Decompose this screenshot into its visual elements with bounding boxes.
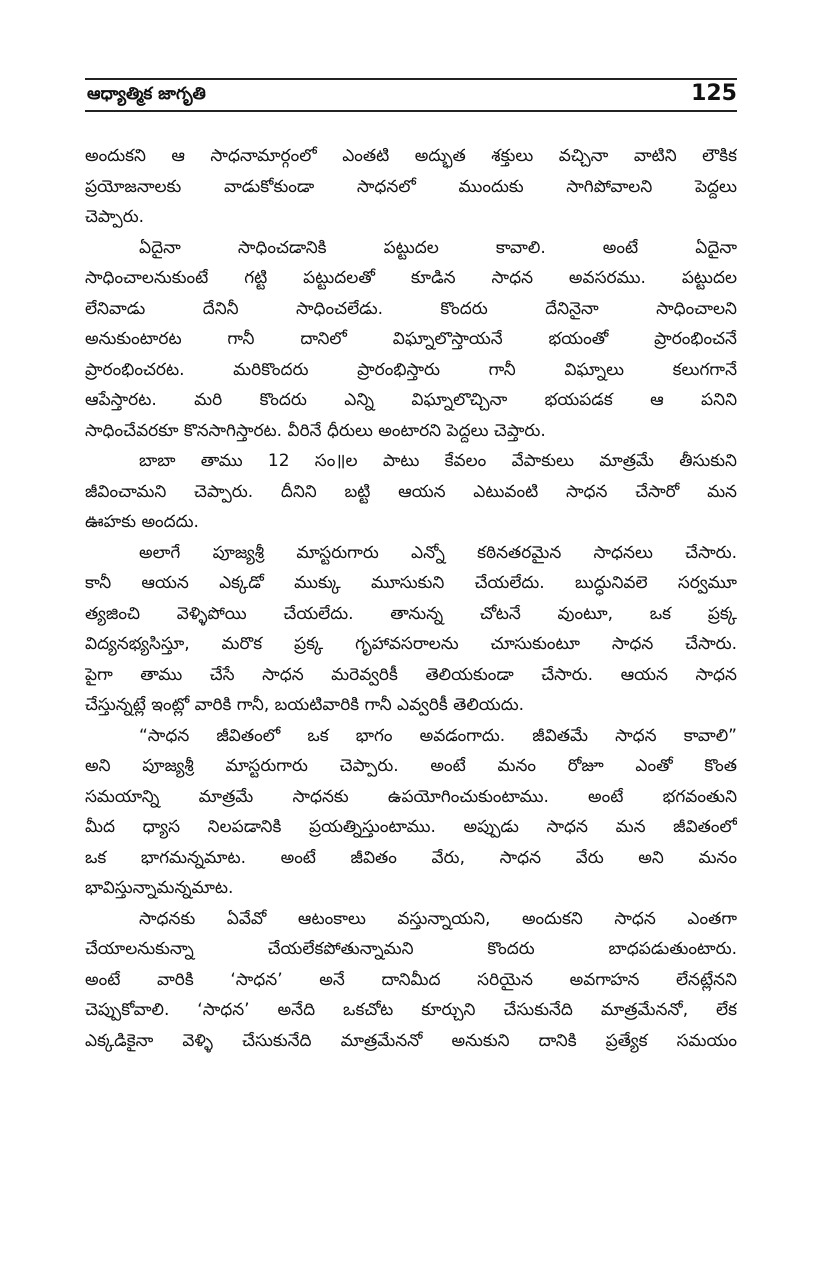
text-line: ఊహకు అందదు. <box>85 512 199 532</box>
text-line: చేస్తున్నట్లే ఇంట్లో వారికి గానీ, బయటివారికి గానీ ఎవ్వరికీ తెలియదు. <box>85 695 525 715</box>
text-line: భావిస్తున్నామన్నమాట. <box>85 878 234 898</box>
page-header <box>85 78 737 112</box>
text-line: మీద ధ్యాస నిలపడానికి ప్రయత్నిస్తుంటాము. అప్పుడు సాధన మన జీవితంలో <box>85 817 737 837</box>
running-title: ఆధ్యాత్మిక జాగృతి <box>87 84 206 104</box>
text-line: అలాగే పూజ్యశ్రీ మాస్టరుగారు ఎన్నో కఠినతరమైన సాధనలు చేసారు. <box>139 542 737 563</box>
page-number: 125 <box>691 81 737 106</box>
text-line: సాధించేవరకూ కొనసాగిస్తారట. వీరినే ధీరులు అంటారని పెద్దలు చెప్తారు. <box>85 420 546 441</box>
text-line: ఒక భాగమన్నమాట. అంటే జీవితం వేరు, సాధన వేరు అని మనం <box>85 847 737 868</box>
text-line: ఏదైనా సాధించడానికి పట్టుదల కావాలి. అంటే ఏదైనా <box>139 237 737 258</box>
text-line: విద్యనభ్యసిస్తూ, మరొక ప్రక్క గృహావసరాలను చూసుకుంటూ సాధన చేసారు. <box>85 634 737 654</box>
text-line: ఎక్కడికైనా వెళ్ళి చేసుకునేది మాత్రమేననో అనుకుని దానికి ప్రత్యేక సమయం <box>85 1030 737 1051</box>
text-line: అనుకుంటారట గానీ దానిలో విఘ్నాలొస్తాయనే భయంతో ప్రారంభించనే <box>85 329 737 349</box>
text-line: అని పూజ్యశ్రీ మాస్టరుగారు చెప్పారు. అంటే మనం రోజూ ఎంతో కొంత <box>85 756 737 776</box>
text-line: సాధించాలనుకుంటే గట్టి పట్టుదలతో కూడిన సాధన అవసరము. పట్టుదల <box>85 268 737 288</box>
text-line: అందుకని ఆ సాధనామార్గంలో ఎంతటి అద్భుత శక్తులు వచ్చినా వాటిని లౌకిక <box>85 146 737 166</box>
text-line: చెప్పారు. <box>85 207 145 227</box>
text-line: సాధనకు ఏవేవో ఆటంకాలు వస్తున్నాయని, అందుకని సాధన ఎంతగా <box>139 908 737 929</box>
text-line: జీవించామని చెప్పారు. దీనిని బట్టి ఆయన ఎటువంటి సాధన చేసారో మన <box>85 481 737 502</box>
text-line: కానీ ఆయన ఎక్కడో ముక్కు మూసుకుని చేయలేదు. బుద్ధునివలె సర్వమూ <box>85 573 737 593</box>
text-line: చెప్పుకోవాలి. ‘సాధన’ అనేది ఒకచోట కూర్చుని చేసుకునేది మాత్రమేననో, లేక <box>85 1000 737 1020</box>
text-line: ప్రారంభించరట. మరికొందరు ప్రారంభిస్తారు గానీ విఘ్నాలు కలుగగానే <box>85 359 737 380</box>
text-line: పైగా తాము చేసే సాధన మరెవ్వరికీ తెలియకుండా చేసారు. ఆయన సాధన <box>85 664 737 685</box>
text-line: అంటే వారికి ‘సాధన’ అనే దానిమీద సరియైన అవగాహన లేనట్లేనని <box>85 969 737 990</box>
text-line: లేనివాడు దేనినీ సాధించలేడు. కొందరు దేనినైనా సాధించాలని <box>85 298 737 319</box>
text-line: ఆపేస్తారట. మరి కొందరు ఎన్ని విఘ్నాలొచ్చినా భయపడక ఆ పనిని <box>85 390 737 410</box>
text-line: “సాధన జీవితంలో ఒక భాగం అవడంగాదు. జీవితమే సాధన కావాలి” <box>139 725 737 746</box>
text-line: చేయాలనుకున్నా చేయలేకపోతున్నామని కొందరు బాధపడుతుంటారు. <box>85 939 737 959</box>
text-line: త్యజించి వెళ్ళిపోయి చేయలేదు. తానున్న చోటనే వుంటూ, ఒక ప్రక్క <box>85 603 737 624</box>
text-line: ప్రయోజనాలకు వాడుకోకుండా సాధనలో ముందుకు సాగిపోవాలని పెద్దలు <box>85 176 737 197</box>
body-text <box>85 141 737 1056</box>
text-line: బాబా తాము 12 సం॥ల పాటు కేవలం వేపాకులు మాత్రమే తీసుకుని <box>139 451 737 471</box>
text-line: సమయాన్ని మాత్రమే సాధనకు ఉపయోగించుకుంటాము. అంటే భగవంతుని <box>85 786 737 807</box>
